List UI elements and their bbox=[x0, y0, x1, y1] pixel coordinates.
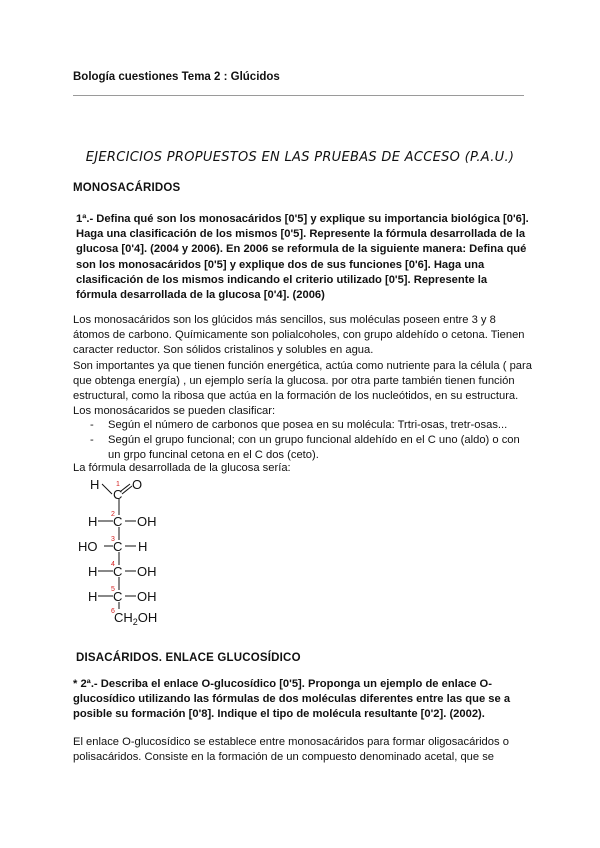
formula-left-label: H bbox=[88, 564, 98, 579]
list-dash: - bbox=[90, 419, 94, 431]
formula-ch: CH bbox=[114, 610, 133, 625]
answer-1 bbox=[73, 313, 533, 419]
formula-carbon: C bbox=[113, 539, 123, 554]
section-heading-monosacaridos: MONOSACÁRIDOS bbox=[73, 182, 181, 194]
classification-list bbox=[90, 418, 530, 464]
question-1: 1ª.- Defina qué son los monosacáridos [0'5] y explique su importancia biológica [0'6]. Haga una clasificación de los mismos [0'5]. Represente la fórmula desarrollada de la glucosa [0'4]. (2004 y 2006). En 2006 se reformula de la siguiente manera: Defina qué son los monosacáridos [0'5] y explique dos de sus funciones [0'6]. Haga una clasificación de los mismos indicando el criterio utilizado [0'5]. Represente la fórmula desarrollada de la glucosa [0'4]. (2006) bbox=[76, 213, 529, 302]
glucose-formula bbox=[72, 472, 182, 632]
header-title: Bología cuestiones Tema 2 : Glúcidos bbox=[73, 71, 280, 83]
list-item bbox=[90, 418, 530, 433]
formula-carbon: C bbox=[113, 564, 123, 579]
formula-carbon: C bbox=[113, 487, 123, 502]
carbon-number: 6 bbox=[111, 608, 115, 615]
carbon-number: 1 bbox=[116, 481, 120, 488]
carbon-number: 3 bbox=[111, 536, 115, 543]
header-divider bbox=[73, 95, 524, 96]
list-item-text: Según el número de carbonos que posea en su molécula: Trtri-osas, tretr-osas... bbox=[108, 419, 508, 431]
formula-left-label: H bbox=[90, 477, 100, 492]
list-item-text: Según el grupo funcional; con un grupo funcional aldehído en el C uno (aldo) o con un grpo funcinal cetona en el C dos (ceto). bbox=[108, 434, 520, 462]
formula-right-label: OH bbox=[137, 589, 157, 604]
formula-bottom-group bbox=[114, 610, 157, 627]
answer-1-paragraph-2: Son importantes ya que tienen función energética, actúa como nutriente para la célula ( para que obtenga energía) , un ejemplo sería la glucosa. por otra parte también tienen función estructural, como la ribosa que actúa en la formación de los nucleótidos, en su estructura. bbox=[73, 359, 532, 403]
formula-right-label: H bbox=[138, 539, 148, 554]
formula-carbon: C bbox=[113, 589, 123, 604]
formula-right-label: OH bbox=[137, 564, 157, 579]
question-2: * 2ª.- Describa el enlace O-glucosídico [0'5]. Proponga un ejemplo de enlace O-glucosídico utilizando las fórmulas de dos moléculas diferentes entre las que se a posible su formación [0'8]. Indique el tipo de molécula resultante [0'2]. (2002). bbox=[73, 678, 511, 721]
formula-subscript: 2 bbox=[132, 617, 138, 627]
carbon-number: 4 bbox=[111, 561, 115, 568]
section-heading-disacaridos: DISACÁRIDOS. ENLACE GLUCOSÍDICO bbox=[76, 652, 301, 664]
formula-left-label: HO bbox=[78, 539, 98, 554]
answer-1-paragraph-3: Los monosácaridos se pueden clasificar: bbox=[73, 405, 276, 418]
formula-right-label: O bbox=[132, 477, 143, 492]
formula-right-label: OH bbox=[137, 514, 157, 529]
main-title: EJERCICIOS PROPUESTOS EN LAS PRUEBAS DE ACCESO (P.A.U.) bbox=[85, 150, 515, 165]
glucose-structure-svg bbox=[72, 472, 182, 632]
answer-1-paragraph-1: Los monosacáridos son los glúcidos más sencillos, sus moléculas poseen entre 3 y 8 átomos de carbono. Químicamente son polialcoholes, con grupo aldehído o cetona. Tienen caracter reductor. Son sólidos cristalinos y solubles en agua. bbox=[73, 314, 525, 357]
answer-2: El enlace O-glucosídico se establece entre monosacáridos para formar oligosacáridos o polisacáridos. Consiste en la formación de un compuesto denominado acetal, que se bbox=[73, 736, 509, 764]
list-dash: - bbox=[90, 434, 94, 447]
formula-left-label: H bbox=[88, 514, 98, 529]
formula-carbon: C bbox=[113, 514, 123, 529]
carbon-number: 2 bbox=[111, 511, 115, 518]
list-item bbox=[90, 433, 530, 463]
carbon-number: 5 bbox=[111, 586, 115, 593]
formula-caption: La fórmula desarrollada de la glucosa sería: bbox=[73, 462, 291, 474]
formula-oh: OH bbox=[137, 610, 158, 625]
formula-left-label: H bbox=[88, 589, 98, 604]
